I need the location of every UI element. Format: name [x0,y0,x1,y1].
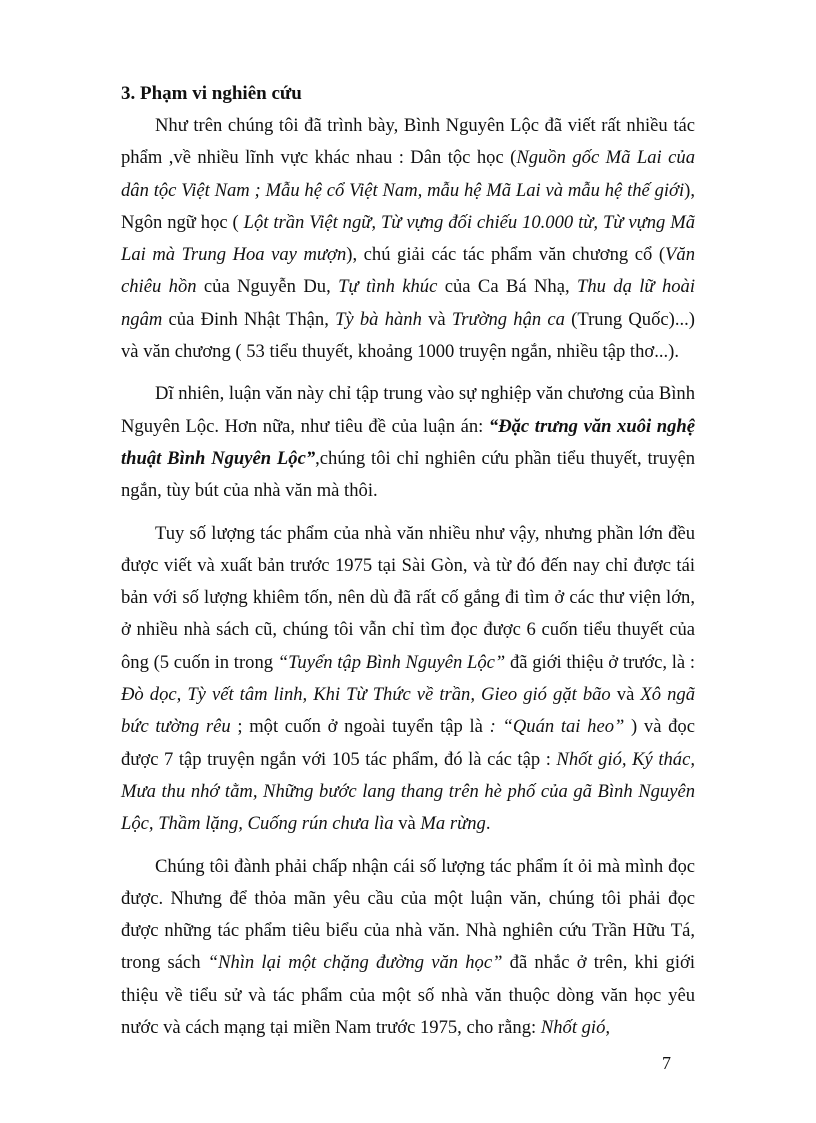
text-run: Tuy số lượng tác phẩm của nhà văn nhiều như vậy, nhưng phần lớn đều được viết và xuất bản trước 1975 tại Sài Gòn, và từ đó đến nay chỉ được tái bản với số lượng khiêm tốn, nên dù đã rất cố gắng đi tìm ở các thư viện lớn, ở nhiều nhà sách cũ, chúng tôi vẫn chỉ tìm đọc được 6 cuốn tiểu thuyết của ông (5 cuốn in trong [121,522,695,673]
text-run: ,chúng tôi chỉ nghiên cứu phần tiểu thuyết, truyện ngắn, tùy bút của nhà văn mà thôi. [121,447,695,502]
italic-title: Xô ngã bức tường rêu [121,684,695,738]
italic-title: : “Quán tai heo” [489,716,625,738]
text-run: và [393,813,421,835]
paragraph-scope-overview [121,110,695,368]
text-run: Dĩ nhiên, luận văn này chỉ tập trung vào sự nghiệp văn chương của Bình Nguyên Lộc. Hơn nữa, như tiêu đề của luận án: [121,383,695,437]
bold-italic-thesis-title: “Đặc trưng văn xuôi nghệ thuật Bình Nguyên Lộc” [121,415,695,469]
text-run: đã giới thiệu ở trước, là : [505,651,695,673]
text-run: của Nguyễn Du, [196,276,339,298]
paragraph-thesis-focus [121,378,695,507]
italic-title: Trường hận ca [451,308,565,330]
text-run: ), Ngôn ngữ học ( [121,179,695,233]
italic-title: Nhốt gió, Ký thác, Mưa thu nhớ tằm, Những bước lang thang trên hè phố của gã Bình Nguyên Lộc, Thầm lặng, Cuống rún chưa lìa [121,748,695,835]
italic-title: “Nhìn lại một chặng đường văn học” [207,952,503,974]
text-run: của Ca Bá Nhạ, [437,276,577,298]
text-run: . [485,813,491,835]
italic-title: Thu dạ lữ hoài ngâm [121,276,696,330]
italic-title: “Tuyển tập Bình Nguyên Lộc” [277,651,506,673]
text-run: Chúng tôi đành phải chấp nhận cái số lượng tác phẩm ít ỏi mà mình đọc được. Nhưng để thỏa mãn yêu cầu của một luận văn, chúng tôi phải đọc được những tác phẩm tiêu biểu của nhà văn. Nhà nghiên cứu Trần Hữu Tá, trong sách [121,855,695,974]
italic-title: Tự tình khúc [338,276,438,298]
text-run: Như trên chúng tôi đã trình bày, Bình Nguyên Lộc đã viết rất nhiều tác phẩm ,về nhiều lĩnh vực khác nhau : Dân tộc học ( [121,115,695,169]
document-page [121,78,695,1054]
text-run: ) và đọc được 7 tập truyện ngắn với 105 tác phẩm, đó là các tập : [121,716,695,770]
text-run: và [421,308,452,330]
italic-title: Nhốt gió, [540,1017,611,1039]
section-heading: 3. Phạm vi nghiên cứu [121,83,302,104]
italic-title: Văn chiêu hồn [121,244,695,298]
text-run: ), chú giải các tác phẩm văn chương cổ ( [346,244,666,266]
text-run: (Trung Quốc)...) và văn chương ( 53 tiểu thuyết, khoảng 1000 truyện ngắn, nhiều tập thơ...). [121,308,695,363]
italic-title: Lột trần Việt ngữ, Từ vựng đối chiếu 10.000 từ, Từ vựng Mã Lai mà Trung Hoa vay mượn [121,211,695,266]
paragraph-accept-limits [121,851,695,1045]
italic-title: Ma rừng [420,813,486,835]
paragraph-works-read [121,518,695,841]
page-number: 7 [662,1053,671,1073]
text-run: của Đinh Nhật Thận, [162,308,336,330]
italic-title: Nguồn gốc Mã Lai của dân tộc Việt Nam ; Mẫu hệ cổ Việt Nam, mẫu hệ Mã Lai và mẫu hệ thế giới [121,147,695,201]
text-run: đã nhắc ở trên, khi giới thiệu về tiểu sử và tác phẩm của một số nhà văn thuộc dòng văn học yêu nước và cách mạng tại miền Nam trước 1975, cho rằng: [121,952,695,1039]
text-run: và [610,684,641,706]
italic-title: Đò dọc, Tỳ vết tâm linh, Khi Từ Thức về trần, Gieo gió gặt bão [121,684,611,706]
text-run: ; một cuốn ở ngoài tuyển tập là [230,716,490,738]
italic-title: Tỳ bà hành [335,308,422,330]
